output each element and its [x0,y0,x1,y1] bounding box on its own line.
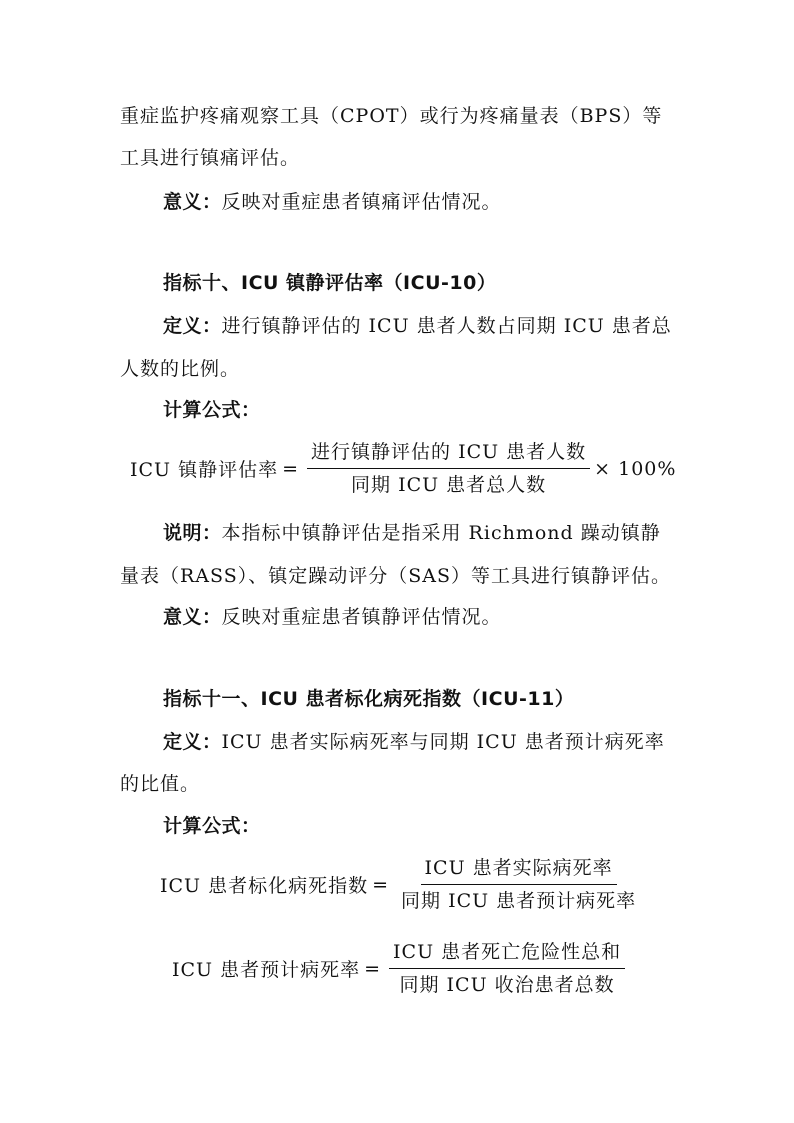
meaning-paragraph [163,604,683,630]
note-label: 说明： [163,522,222,544]
formula-sedation-rate [130,440,676,497]
section-heading-icu-10: 指标十、ICU 镇静评估率（ICU-10） [163,272,497,294]
paragraph-line: 量表（RASS）、镇定躁动评分（SAS）等工具进行镇静评估。 [120,565,671,587]
paragraph-line: 的比值。 [120,773,201,795]
formula-label: 计算公式： [163,815,261,837]
meaning-text: 反映对重症患者镇静评估情况。 [221,606,502,628]
equals-sign: = [282,457,300,480]
definition-label: 定义： [163,731,222,753]
definition-label: 定义： [163,315,222,337]
fraction [307,440,590,497]
formula-lhs: ICU 镇静评估率 [130,459,279,481]
formula-label: 计算公式： [163,399,261,421]
meaning-label: 意义： [163,606,222,628]
paragraph-line: 人数的比例。 [120,358,241,380]
paragraph-line: 重症监护疼痛观察工具（CPOT）或行为疼痛量表（BPS）等 [120,105,663,127]
meaning-label: 意义： [163,191,222,213]
note-text: 本指标中镇静评估是指采用 Richmond 躁动镇静 [221,522,661,544]
fraction-numerator: 进行镇静评估的 ICU 患者人数 [307,440,590,469]
formula-predicted-mortality-rate [172,940,629,997]
fraction-denominator: 同期 ICU 患者预计病死率 [401,890,637,912]
formula-multiplier: × 100% [594,457,677,480]
meaning-paragraph [163,189,683,215]
equals-sign: = [364,957,382,980]
definition-text: ICU 患者实际病死率与同期 ICU 患者预计病死率 [221,731,665,753]
fraction-denominator: 同期 ICU 患者总人数 [351,474,547,496]
paragraph-line: 工具进行镇痛评估。 [120,147,301,169]
fraction-numerator: ICU 患者实际病死率 [421,856,617,885]
fraction [397,856,640,913]
fraction-denominator: 同期 ICU 收治患者总数 [399,974,615,996]
section-heading-icu-11: 指标十一、ICU 患者标化病死指数（ICU-11） [163,688,575,710]
note-paragraph [163,520,683,546]
formula-standardized-mortality-index [160,856,644,913]
equals-sign: = [372,873,390,896]
formula-lhs: ICU 患者预计病死率 [172,959,361,981]
definition-paragraph [163,313,683,339]
fraction [389,940,625,997]
formula-lhs: ICU 患者标化病死指数 [160,875,369,897]
meaning-text: 反映对重症患者镇痛评估情况。 [221,191,502,213]
definition-text: 进行镇静评估的 ICU 患者人数占同期 ICU 患者总 [221,315,672,337]
fraction-numerator: ICU 患者死亡危险性总和 [389,940,625,969]
definition-paragraph [163,729,683,755]
